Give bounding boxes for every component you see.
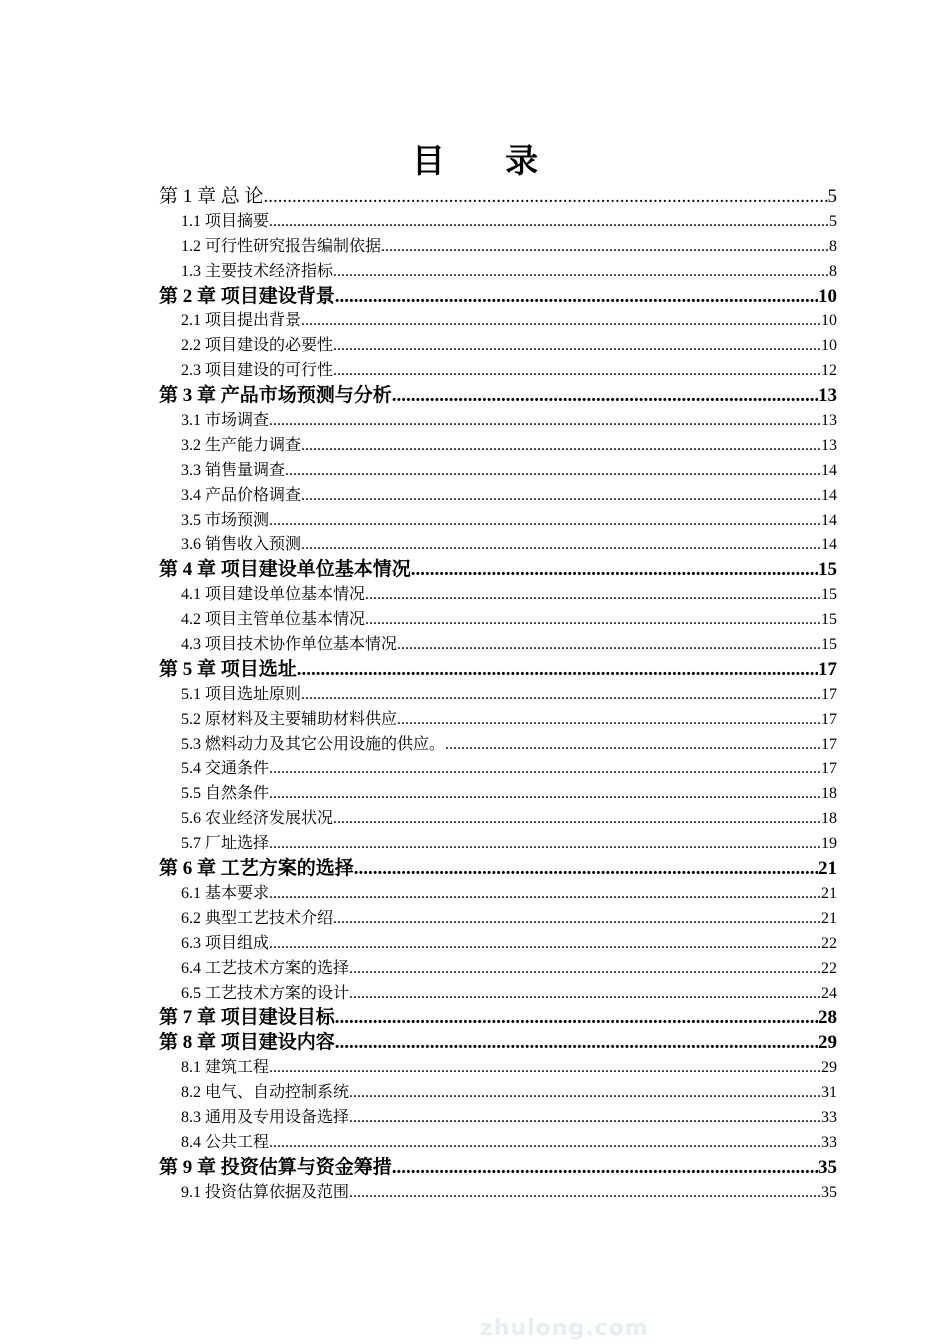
toc-section-entry[interactable] — [159, 1056, 837, 1081]
toc-page-number: 17 — [818, 658, 837, 680]
toc-dot-leader — [335, 1006, 818, 1031]
toc-entry-title: 2.3 项目建设的可行性 — [181, 362, 334, 380]
toc-section-entry[interactable] — [159, 907, 837, 932]
toc-dot-leader — [397, 633, 821, 658]
toc-section-entry[interactable] — [159, 782, 837, 807]
toc-page-number: 17 — [821, 735, 837, 753]
toc-dot-leader — [269, 757, 821, 782]
toc-dot-leader — [264, 185, 828, 210]
toc-entry-title: 5.5 自然条件 — [181, 785, 270, 803]
toc-page-number: 5 — [827, 186, 837, 207]
toc-section-entry[interactable] — [159, 608, 837, 633]
toc-dot-leader — [269, 782, 821, 807]
toc-section-entry[interactable] — [159, 409, 837, 434]
toc-title: 目 录 — [411, 144, 565, 180]
toc-page-number: 29 — [821, 1059, 837, 1077]
toc-entry-title: 5.2 原材料及主要辅助材料供应 — [181, 710, 398, 728]
toc-page-number: 15 — [821, 611, 837, 629]
toc-dot-leader — [392, 384, 818, 409]
toc-page-number: 14 — [821, 486, 837, 504]
toc-section-entry[interactable] — [159, 235, 837, 260]
toc-dot-leader — [335, 285, 818, 310]
watermark: zhulong.com — [480, 1316, 649, 1341]
toc-page-number: 17 — [821, 685, 837, 703]
toc-entry-title: 8.1 建筑工程 — [181, 1059, 270, 1077]
toc-dot-leader — [349, 982, 821, 1007]
toc-entry-title: 8.4 公共工程 — [181, 1133, 270, 1151]
toc-page-number: 33 — [821, 1133, 837, 1151]
toc-dot-leader — [333, 260, 829, 285]
toc-entry-title: 第 6 章 工艺方案的选择 — [159, 858, 354, 880]
toc-list — [159, 185, 837, 1206]
toc-entry-title: 3.1 市场调查 — [181, 412, 270, 430]
toc-page-number: 13 — [821, 412, 837, 430]
toc-section-entry[interactable] — [159, 957, 837, 982]
toc-page-number: 35 — [818, 1156, 837, 1178]
toc-page-number: 29 — [818, 1032, 837, 1054]
toc-chapter-entry[interactable] — [159, 1006, 837, 1031]
toc-dot-leader — [301, 533, 821, 558]
toc-dot-leader — [411, 558, 818, 583]
toc-section-entry[interactable] — [159, 757, 837, 782]
toc-entry-title: 6.5 工艺技术方案的设计 — [181, 984, 350, 1002]
toc-page-number: 14 — [821, 461, 837, 479]
toc-entry-title: 第 7 章 项目建设目标 — [159, 1007, 335, 1029]
toc-dot-leader — [301, 434, 821, 459]
toc-section-entry[interactable] — [159, 633, 837, 658]
toc-section-entry[interactable] — [159, 210, 837, 235]
toc-section-entry[interactable] — [159, 683, 837, 708]
toc-dot-leader — [333, 907, 821, 932]
toc-page-number: 15 — [818, 559, 837, 581]
toc-dot-leader — [381, 235, 829, 260]
toc-dot-leader — [297, 658, 818, 683]
toc-entry-title: 4.1 项目建设单位基本情况 — [181, 586, 366, 604]
toc-entry-title: 2.1 项目提出背景 — [181, 312, 302, 330]
toc-page-number: 10 — [821, 337, 837, 355]
toc-entry-title: 5.6 农业经济发展状况 — [181, 810, 334, 828]
toc-chapter-entry[interactable] — [159, 185, 837, 210]
toc-dot-leader — [397, 708, 821, 733]
toc-entry-title: 6.4 工艺技术方案的选择 — [181, 959, 350, 977]
toc-section-entry[interactable] — [159, 334, 837, 359]
toc-dot-leader — [301, 683, 821, 708]
toc-page-number: 15 — [821, 586, 837, 604]
toc-entry-title: 第 3 章 产品市场预测与分析 — [159, 385, 392, 407]
toc-page-number: 21 — [821, 884, 837, 902]
toc-page-number: 10 — [821, 312, 837, 330]
toc-section-entry[interactable] — [159, 733, 837, 758]
toc-section-entry[interactable] — [159, 260, 837, 285]
toc-entry-title: 2.2 项目建设的必要性 — [181, 337, 334, 355]
toc-dot-leader — [269, 1056, 821, 1081]
toc-section-entry[interactable] — [159, 882, 837, 907]
toc-section-entry[interactable] — [159, 1181, 837, 1206]
toc-entry-title: 4.3 项目技术协作单位基本情况 — [181, 636, 398, 654]
toc-dot-leader — [354, 857, 818, 882]
toc-entry-title: 6.2 典型工艺技术介绍 — [181, 909, 334, 927]
toc-dot-leader — [333, 807, 821, 832]
toc-section-entry[interactable] — [159, 708, 837, 733]
toc-dot-leader — [301, 484, 821, 509]
toc-page-number: 19 — [821, 835, 837, 853]
toc-section-entry[interactable] — [159, 484, 837, 509]
toc-page-number: 17 — [821, 760, 837, 778]
toc-entry-title: 5.4 交通条件 — [181, 760, 270, 778]
toc-section-entry[interactable] — [159, 309, 837, 334]
toc-chapter-entry[interactable] — [159, 857, 837, 882]
toc-dot-leader — [269, 832, 821, 857]
toc-dot-leader — [445, 733, 821, 758]
toc-dot-leader — [269, 882, 821, 907]
toc-dot-leader — [349, 1181, 821, 1206]
toc-entry-title: 第 5 章 项目选址 — [159, 658, 297, 680]
toc-entry-title: 3.6 销售收入预测 — [181, 536, 302, 554]
toc-dot-leader — [333, 359, 821, 384]
toc-entry-title: 8.2 电气、自动控制系统 — [181, 1084, 350, 1102]
toc-chapter-entry[interactable] — [159, 384, 837, 409]
toc-entry-title: 6.3 项目组成 — [181, 934, 270, 952]
toc-dot-leader — [365, 608, 821, 633]
toc-entry-title: 1.2 可行性研究报告编制依据 — [181, 237, 382, 255]
toc-page-number: 12 — [821, 362, 837, 380]
toc-entry-title: 1.3 主要技术经济指标 — [181, 262, 334, 280]
toc-dot-leader — [349, 1081, 821, 1106]
toc-page-number: 10 — [818, 285, 837, 307]
toc-dot-leader — [392, 1156, 818, 1181]
toc-section-entry[interactable] — [159, 509, 837, 534]
toc-section-entry[interactable] — [159, 832, 837, 857]
toc-page-number: 22 — [821, 934, 837, 952]
toc-page-number: 14 — [821, 536, 837, 554]
toc-section-entry[interactable] — [159, 434, 837, 459]
toc-entry-title: 第 4 章 项目建设单位基本情况 — [159, 559, 411, 581]
toc-dot-leader — [335, 1031, 818, 1056]
toc-dot-leader — [269, 509, 821, 534]
toc-section-entry[interactable] — [159, 1106, 837, 1131]
toc-dot-leader — [269, 1131, 821, 1156]
toc-chapter-entry[interactable] — [159, 285, 837, 310]
toc-chapter-entry[interactable] — [159, 558, 837, 583]
toc-entry-title: 5.1 项目选址原则 — [181, 685, 302, 703]
toc-entry-title: 5.3 燃料动力及其它公用设施的供应。 — [181, 735, 446, 753]
toc-page-number: 13 — [818, 385, 837, 407]
toc-entry-title: 4.2 项目主管单位基本情况 — [181, 611, 366, 629]
toc-entry-title: 3.5 市场预测 — [181, 511, 270, 529]
toc-page-number: 21 — [818, 858, 837, 880]
toc-chapter-entry[interactable] — [159, 658, 837, 683]
toc-page-number: 28 — [818, 1007, 837, 1029]
toc-entry-title: 8.3 通用及专用设备选择 — [181, 1108, 350, 1126]
toc-page-number: 8 — [829, 237, 837, 255]
toc-dot-leader — [301, 309, 821, 334]
toc-chapter-entry[interactable] — [159, 1031, 837, 1056]
toc-entry-title: 9.1 投资估算依据及范围 — [181, 1183, 350, 1201]
toc-page-number: 31 — [821, 1084, 837, 1102]
toc-entry-title: 3.3 销售量调查 — [181, 461, 286, 479]
toc-dot-leader — [333, 334, 821, 359]
toc-entry-title: 1.1 项目摘要 — [181, 212, 270, 230]
toc-entry-title: 第 9 章 投资估算与资金筹措 — [159, 1156, 392, 1178]
toc-page-number: 18 — [821, 810, 837, 828]
toc-entry-title: 5.7 厂址选择 — [181, 835, 270, 853]
toc-page-number: 17 — [821, 710, 837, 728]
toc-entry-title: 6.1 基本要求 — [181, 884, 270, 902]
toc-entry-title: 第 8 章 项目建设内容 — [159, 1032, 335, 1054]
toc-section-entry[interactable] — [159, 807, 837, 832]
toc-page-number: 8 — [829, 262, 837, 280]
toc-entry-title: 第 2 章 项目建设背景 — [159, 285, 335, 307]
toc-section-entry[interactable] — [159, 1131, 837, 1156]
toc-entry-title: 3.4 产品价格调查 — [181, 486, 302, 504]
toc-section-entry[interactable] — [159, 583, 837, 608]
toc-page-number: 15 — [821, 636, 837, 654]
toc-section-entry[interactable] — [159, 932, 837, 957]
toc-chapter-entry[interactable] — [159, 1156, 837, 1181]
toc-page-number: 35 — [821, 1183, 837, 1201]
toc-page-number: 5 — [829, 212, 837, 230]
toc-dot-leader — [269, 409, 821, 434]
toc-section-entry[interactable] — [159, 533, 837, 558]
toc-section-entry[interactable] — [159, 1081, 837, 1106]
toc-page-number: 14 — [821, 511, 837, 529]
toc-dot-leader — [269, 210, 829, 235]
toc-section-entry[interactable] — [159, 982, 837, 1007]
toc-page-number: 13 — [821, 436, 837, 454]
toc-entry-title: 3.2 生产能力调查 — [181, 436, 302, 454]
toc-page-number: 18 — [821, 785, 837, 803]
toc-page-number: 24 — [821, 984, 837, 1002]
toc-dot-leader — [285, 459, 821, 484]
toc-page-number: 33 — [821, 1108, 837, 1126]
toc-section-entry[interactable] — [159, 459, 837, 484]
toc-dot-leader — [349, 957, 821, 982]
toc-dot-leader — [269, 932, 821, 957]
toc-section-entry[interactable] — [159, 359, 837, 384]
toc-dot-leader — [365, 583, 821, 608]
toc-dot-leader — [349, 1106, 821, 1131]
toc-entry-title: 第 1 章 总 论 — [159, 186, 264, 207]
toc-page-number: 22 — [821, 959, 837, 977]
toc-page-number: 21 — [821, 909, 837, 927]
